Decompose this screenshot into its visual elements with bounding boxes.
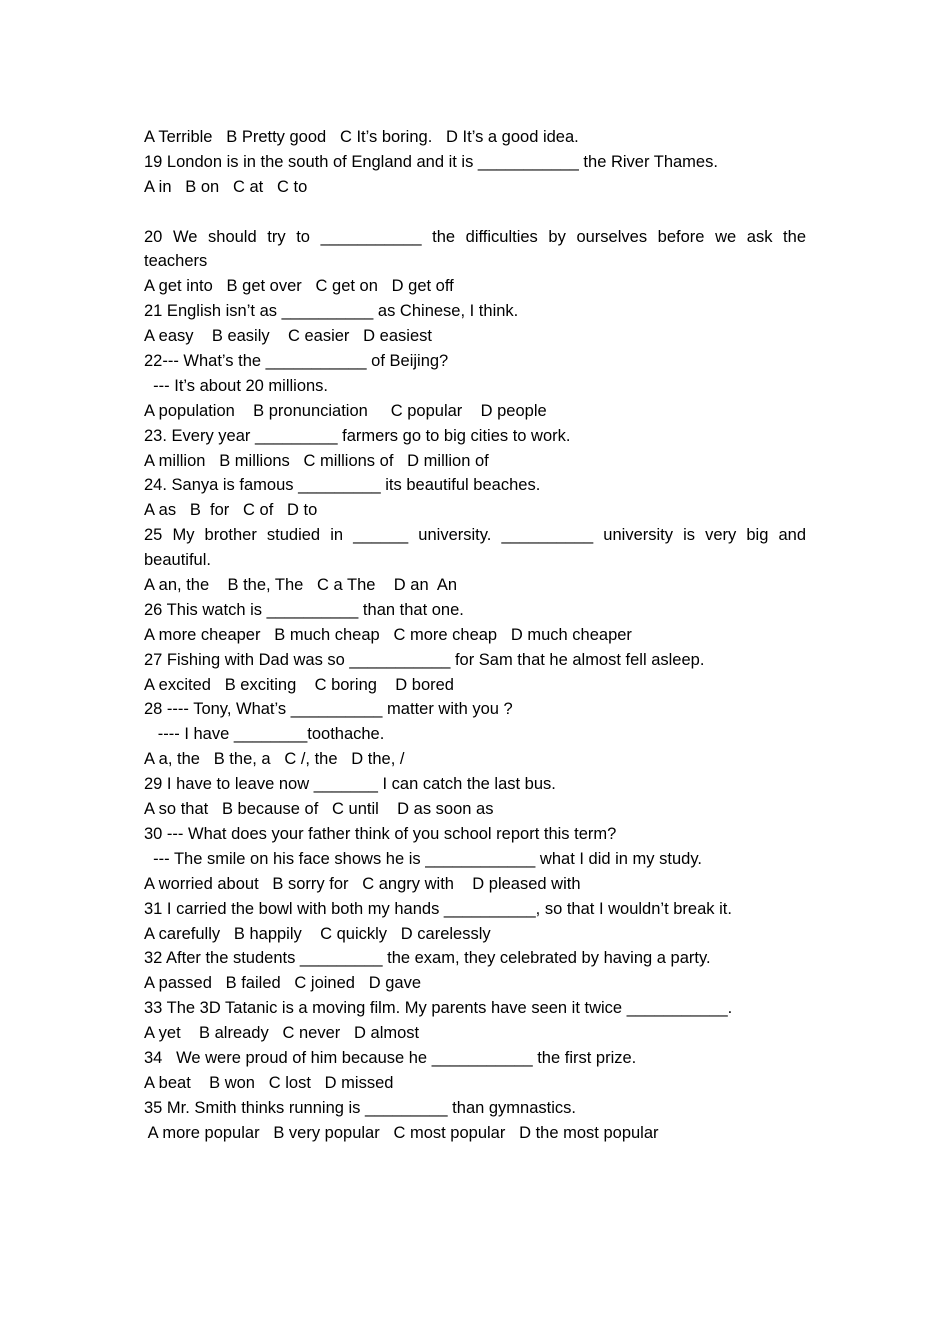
q25-question-line1: 25 My brother studied in ______ university. __________ university is very big and xyxy=(144,526,806,545)
q23-options: A million B millions C millions of D million of xyxy=(144,451,489,470)
q23-question: 23. Every year _________ farmers go to big cities to work. xyxy=(144,426,571,445)
q24-options: A as B for C of D to xyxy=(144,501,318,520)
q33-options: A yet B already C never D almost xyxy=(144,1024,420,1043)
q28-question: 28 ---- Tony, What’s __________ matter with you ? xyxy=(144,700,513,719)
q34-options: A beat B won C lost D missed xyxy=(144,1073,394,1092)
q19-options: A in B on C at C to xyxy=(144,177,308,196)
q35-question: 35 Mr. Smith thinks running is _________ than gymnastics. xyxy=(144,1098,576,1117)
quiz-text xyxy=(144,125,806,1146)
q20-question-line2: teachers xyxy=(144,252,208,271)
q26-options: A more cheaper B much cheap C more cheap D much cheaper xyxy=(144,625,632,644)
q35-options: A more popular B very popular C most popular D the most popular xyxy=(144,1123,659,1142)
q25-question-line2: beautiful. xyxy=(144,551,211,570)
q26-question: 26 This watch is __________ than that one. xyxy=(144,600,464,619)
q27-options: A excited B exciting C boring D bored xyxy=(144,675,454,694)
q22-answer: --- It’s about 20 millions. xyxy=(144,376,329,395)
q25-options: A an, the B the, The C a The D an An xyxy=(144,576,458,595)
q19-question: 19 London is in the south of England and it is ___________ the River Thames. xyxy=(144,152,718,171)
q29-options: A so that B because of C until D as soon as xyxy=(144,800,494,819)
q29-question: 29 I have to leave now _______ I can catch the last bus. xyxy=(144,775,556,794)
q31-options: A carefully B happily C quickly D carelessly xyxy=(144,924,491,943)
q30-question: 30 --- What does your father think of you school report this term? xyxy=(144,824,617,843)
q22-question: 22--- What’s the ___________ of Beijing? xyxy=(144,352,449,371)
q24-question: 24. Sanya is famous _________ its beautiful beaches. xyxy=(144,476,541,495)
q32-options: A passed B failed C joined D gave xyxy=(144,974,421,993)
q33-question: 33 The 3D Tatanic is a moving film. My parents have seen it twice ___________. xyxy=(144,999,733,1018)
q21-options: A easy B easily C easier D easiest xyxy=(144,327,432,346)
q32-question: 32 After the students _________ the exam, they celebrated by having a party. xyxy=(144,949,711,968)
q20-question-line1: 20 We should try to ___________ the difficulties by ourselves before we ask the xyxy=(144,227,806,246)
q27-question: 27 Fishing with Dad was so ___________ for Sam that he almost fell asleep. xyxy=(144,650,705,669)
q28-options: A a, the B the, a C /, the D the, / xyxy=(144,750,405,769)
q28-answer: ---- I have ________toothache. xyxy=(144,725,385,744)
q20-options: A get into B get over C get on D get off xyxy=(144,277,454,296)
q22-options: A population B pronunciation C popular D people xyxy=(144,401,547,420)
blank-line xyxy=(144,200,806,225)
q30-answer: --- The smile on his face shows he is ____________ what I did in my study. xyxy=(144,849,702,868)
q34-question: 34 We were proud of him because he ___________ the first prize. xyxy=(144,1048,637,1067)
q30-options: A worried about B sorry for C angry with D pleased with xyxy=(144,874,581,893)
q31-question: 31 I carried the bowl with both my hands __________, so that I wouldn’t break it. xyxy=(144,899,732,918)
q18-options: A Terrible B Pretty good C It’s boring. D It’s a good idea. xyxy=(144,128,579,146)
q21-question: 21 English isn’t as __________ as Chinese, I think. xyxy=(144,302,519,321)
